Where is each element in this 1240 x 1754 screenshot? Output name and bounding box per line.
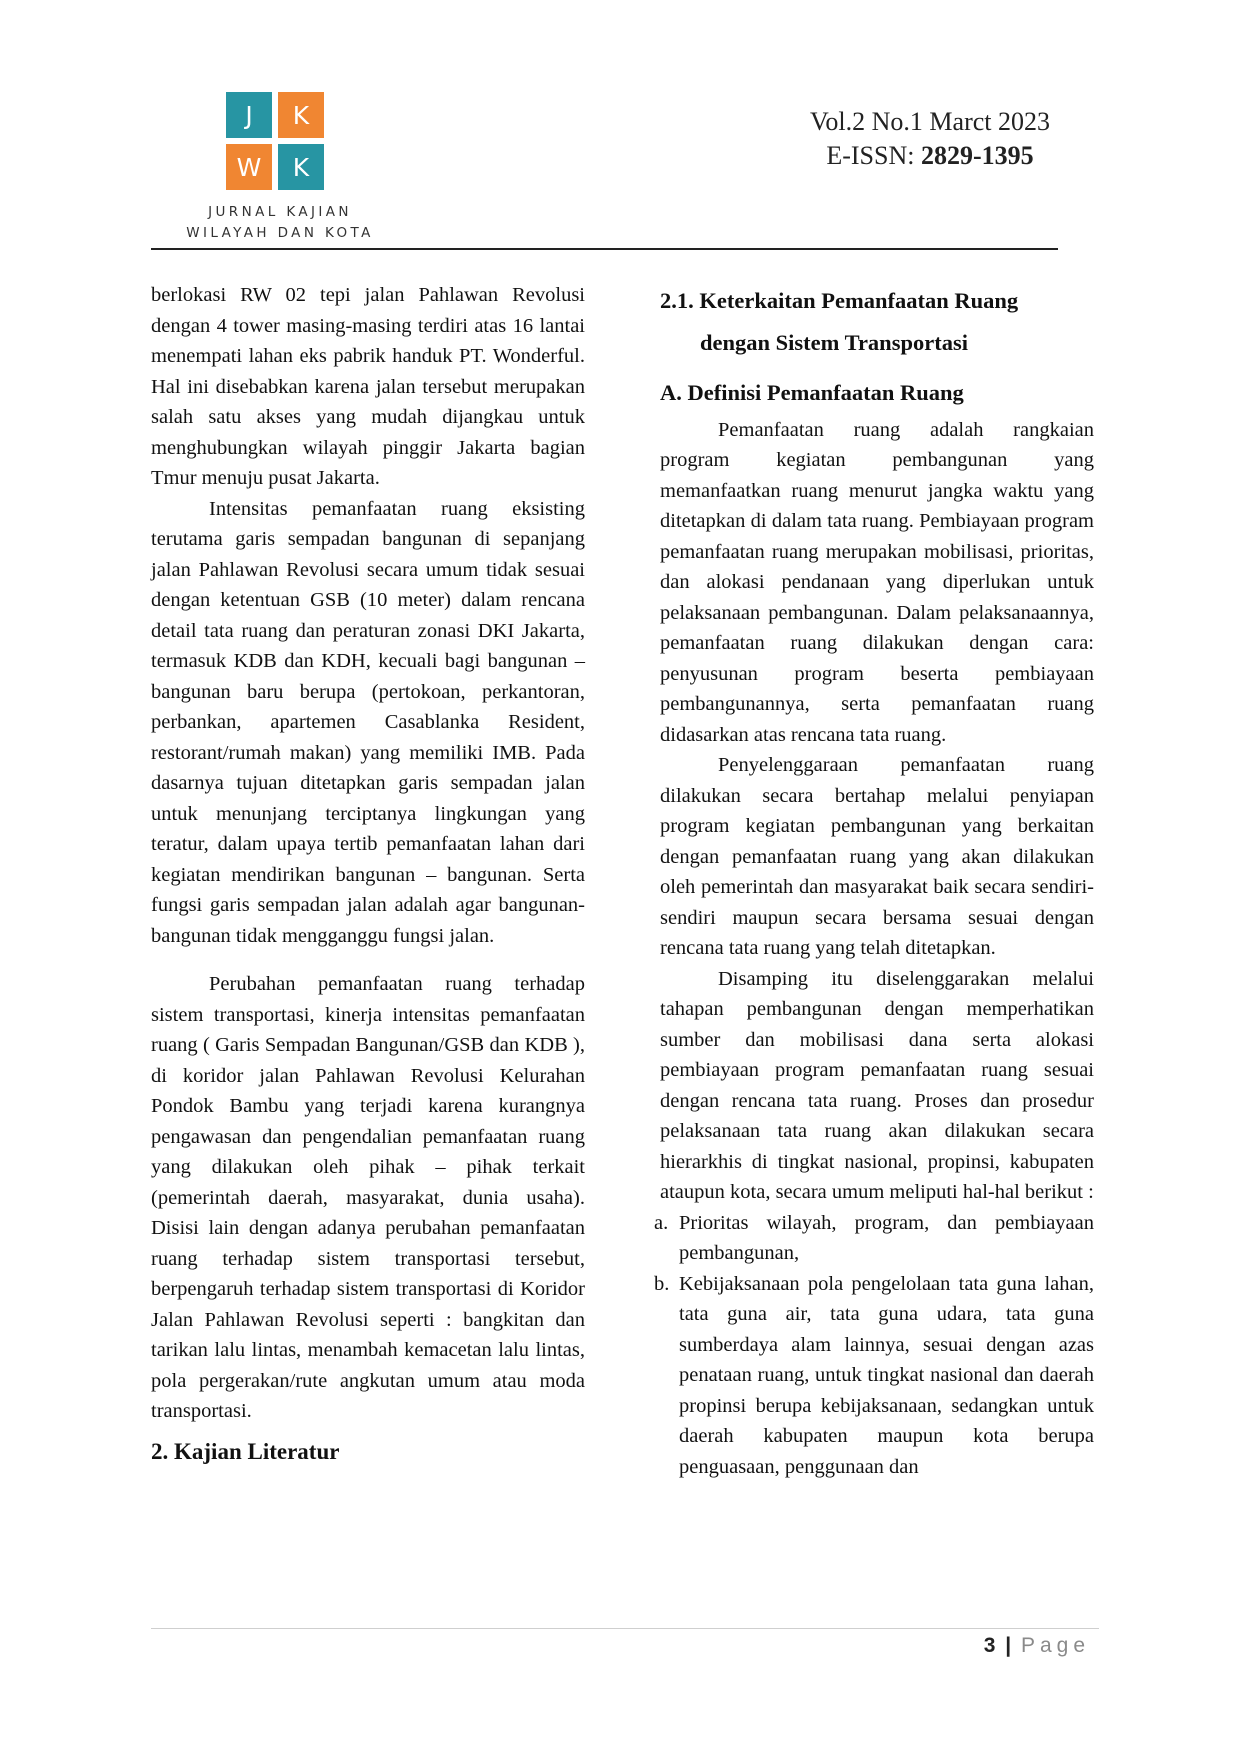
page-number [984, 1634, 1090, 1658]
right-paragraph-3: Disamping itu diselenggarakan melalui tahapan pembangunan dengan memperhatikan sumber dan mobilisasi dana serta alokasi pembiayaan program pemanfaatan ruang sesuai dengan rencana tata ruang. Proses dan prosedur pelaksanaan tata ruang akan dilakukan secara hierarkhis di tingkat nasional, propinsi, kabupaten ataupun kota, secara umum meliputi hal-hal berikut : [660, 967, 1094, 1203]
section-heading-2: 2. Kajian Literatur [151, 1438, 340, 1464]
left-paragraph-1: berlokasi RW 02 tepi jalan Pahlawan Revolusi dengan 4 tower masing-masing terdiri atas 16 lantai menempati lahan eks pabrik handuk PT. Wonderful. Hal ini disebabkan karena jalan tersebut merupakan salah satu akses yang mudah dijangkau untuk menghubungkan wilayah pinggir Jakarta bagian Tmur menuju pusat Jakarta. [151, 284, 585, 489]
page-separator: | [1005, 1634, 1012, 1657]
logo-text-line2: WILAYAH DAN KOTA [186, 225, 374, 241]
right-paragraph-2: Penyelenggaraan pemanfaatan ruang dilakukan secara bertahap melalui penyiapan program kegiatan pembangunan yang berkaitan dengan pemanfaatan ruang yang akan dilakukan oleh pemerintah dan masyarakat baik secara sendiri-sendiri maupun secara bersama sesuai dengan rencana tata ruang yang telah ditetapkan. [660, 754, 1094, 959]
issn-label: E-ISSN: [826, 141, 921, 170]
logo-tile-w: W [226, 144, 272, 190]
volume-line: Vol.2 No.1 Marct 2023 [809, 107, 1050, 136]
page-label: Page [1020, 1634, 1090, 1657]
journal-issue-info [762, 105, 1098, 173]
list-marker: a. [654, 1211, 669, 1234]
criteria-list [654, 1208, 1094, 1483]
logo-tile-k: K [278, 92, 324, 138]
list-item-text: Kebijaksanaan pola pengelolaan tata guna lahan, tata guna air, tata guna udara, tata guna sumberdaya alam lainnya, sesuai dengan azas penataan ruang, untuk tingkat nasional dan daerah propinsi berupa kebijaksanaan, sedangkan untuk daerah kabupaten maupun kota berupa penguasaan, penggunaan dan [679, 1272, 1094, 1478]
list-marker: b. [654, 1272, 670, 1295]
right-paragraph-1: Pemanfaatan ruang adalah rangkaian program kegiatan pembangunan yang memanfaatkan ruang menurut jangka waktu yang ditetapkan di dalam tata ruang. Pembiayaan program pemanfaatan ruang merupakan mobilisasi, prioritas, dan alokasi pendanaan yang diperlukan untuk pelaksanaan pembangunan. Dalam pelaksanaannya, pemanfaatan ruang dilakukan dengan cara: penyusunan program beserta pembiayaan pembangunannya, serta pemanfaatan ruang didasarkan atas rencana tata ruang. [660, 418, 1094, 746]
left-column [151, 280, 585, 1467]
footer-divider [151, 1628, 1099, 1629]
left-paragraph-3: Perubahan pemanfaatan ruang terhadap sistem transportasi, kinerja intensitas pemanfaatan ruang ( Garis Sempadan Bangunan/GSB dan KDB ), di koridor jalan Pahlawan Revolusi Kelurahan Pondok Bambu yang terjadi karena kurangnya pengawasan dan pengendalian pemanfaatan ruang yang dilakukan oleh pihak – pihak terkait (pemerintah daerah, masyarakat, dunia usaha). Disisi lain dengan adanya perubahan pemanfaatan ruang terhadap sistem transportasi tersebut, berpengaruh terhadap sistem transportasi di Koridor Jalan Pahlawan Revolusi seperti : bangkitan dan tarikan lalu lintas, menambah kemacetan lalu lintas, pola pergerakan/rute angkutan umum atau moda transportasi. [151, 973, 585, 1422]
journal-logo [226, 92, 324, 190]
logo-tile-j: J [226, 92, 272, 138]
subsection-heading-2-1 [660, 280, 1094, 364]
right-column [654, 280, 1094, 1482]
list-item [654, 1208, 1094, 1269]
issn-value: 2829-1395 [920, 141, 1034, 170]
heading-a-definition: A. Definisi Pemanfaatan Ruang [660, 380, 964, 405]
left-paragraph-2: Intensitas pemanfaatan ruang eksisting terutama garis sempadan bangunan di sepanjang jalan Pahlawan Revolusi secara umum tidak sesuai dengan ketentuan GSB (10 meter) dalam rencana detail tata ruang dan peraturan zonasi DKI Jakarta, termasuk KDB dan KDH, kecuali bagi bangunan – bangunan baru berupa (pertokoan, perkantoran, perbankan, apartemen Casablanka Resident, restorant/rumah makan) yang memiliki IMB. Pada dasarnya tujuan ditetapkan garis sempadan jalan untuk menunjang terciptanya lingkungan yang teratur, dalam upaya tertib pemanfaatan lahan dari kegiatan mendirikan bangunan – bangunan. Serta fungsi garis sempadan jalan adalah agar bangunan-bangunan tidak mengganggu fungsi jalan. [151, 497, 585, 947]
logo-tile-k2: K [278, 144, 324, 190]
logo-text-line1: JURNAL KAJIAN [208, 204, 352, 220]
subsection-heading-line1: 2.1. Keterkaitan Pemanfaatan Ruang [660, 288, 1019, 313]
issn-line [762, 139, 1098, 173]
list-item [654, 1269, 1094, 1483]
subsection-heading-line2: dengan Sistem Transportasi [700, 330, 968, 355]
list-item-text: Prioritas wilayah, program, dan pembiayaan pembangunan, [679, 1211, 1094, 1264]
header-divider [151, 248, 1058, 250]
page-number-value: 3 [983, 1634, 996, 1657]
